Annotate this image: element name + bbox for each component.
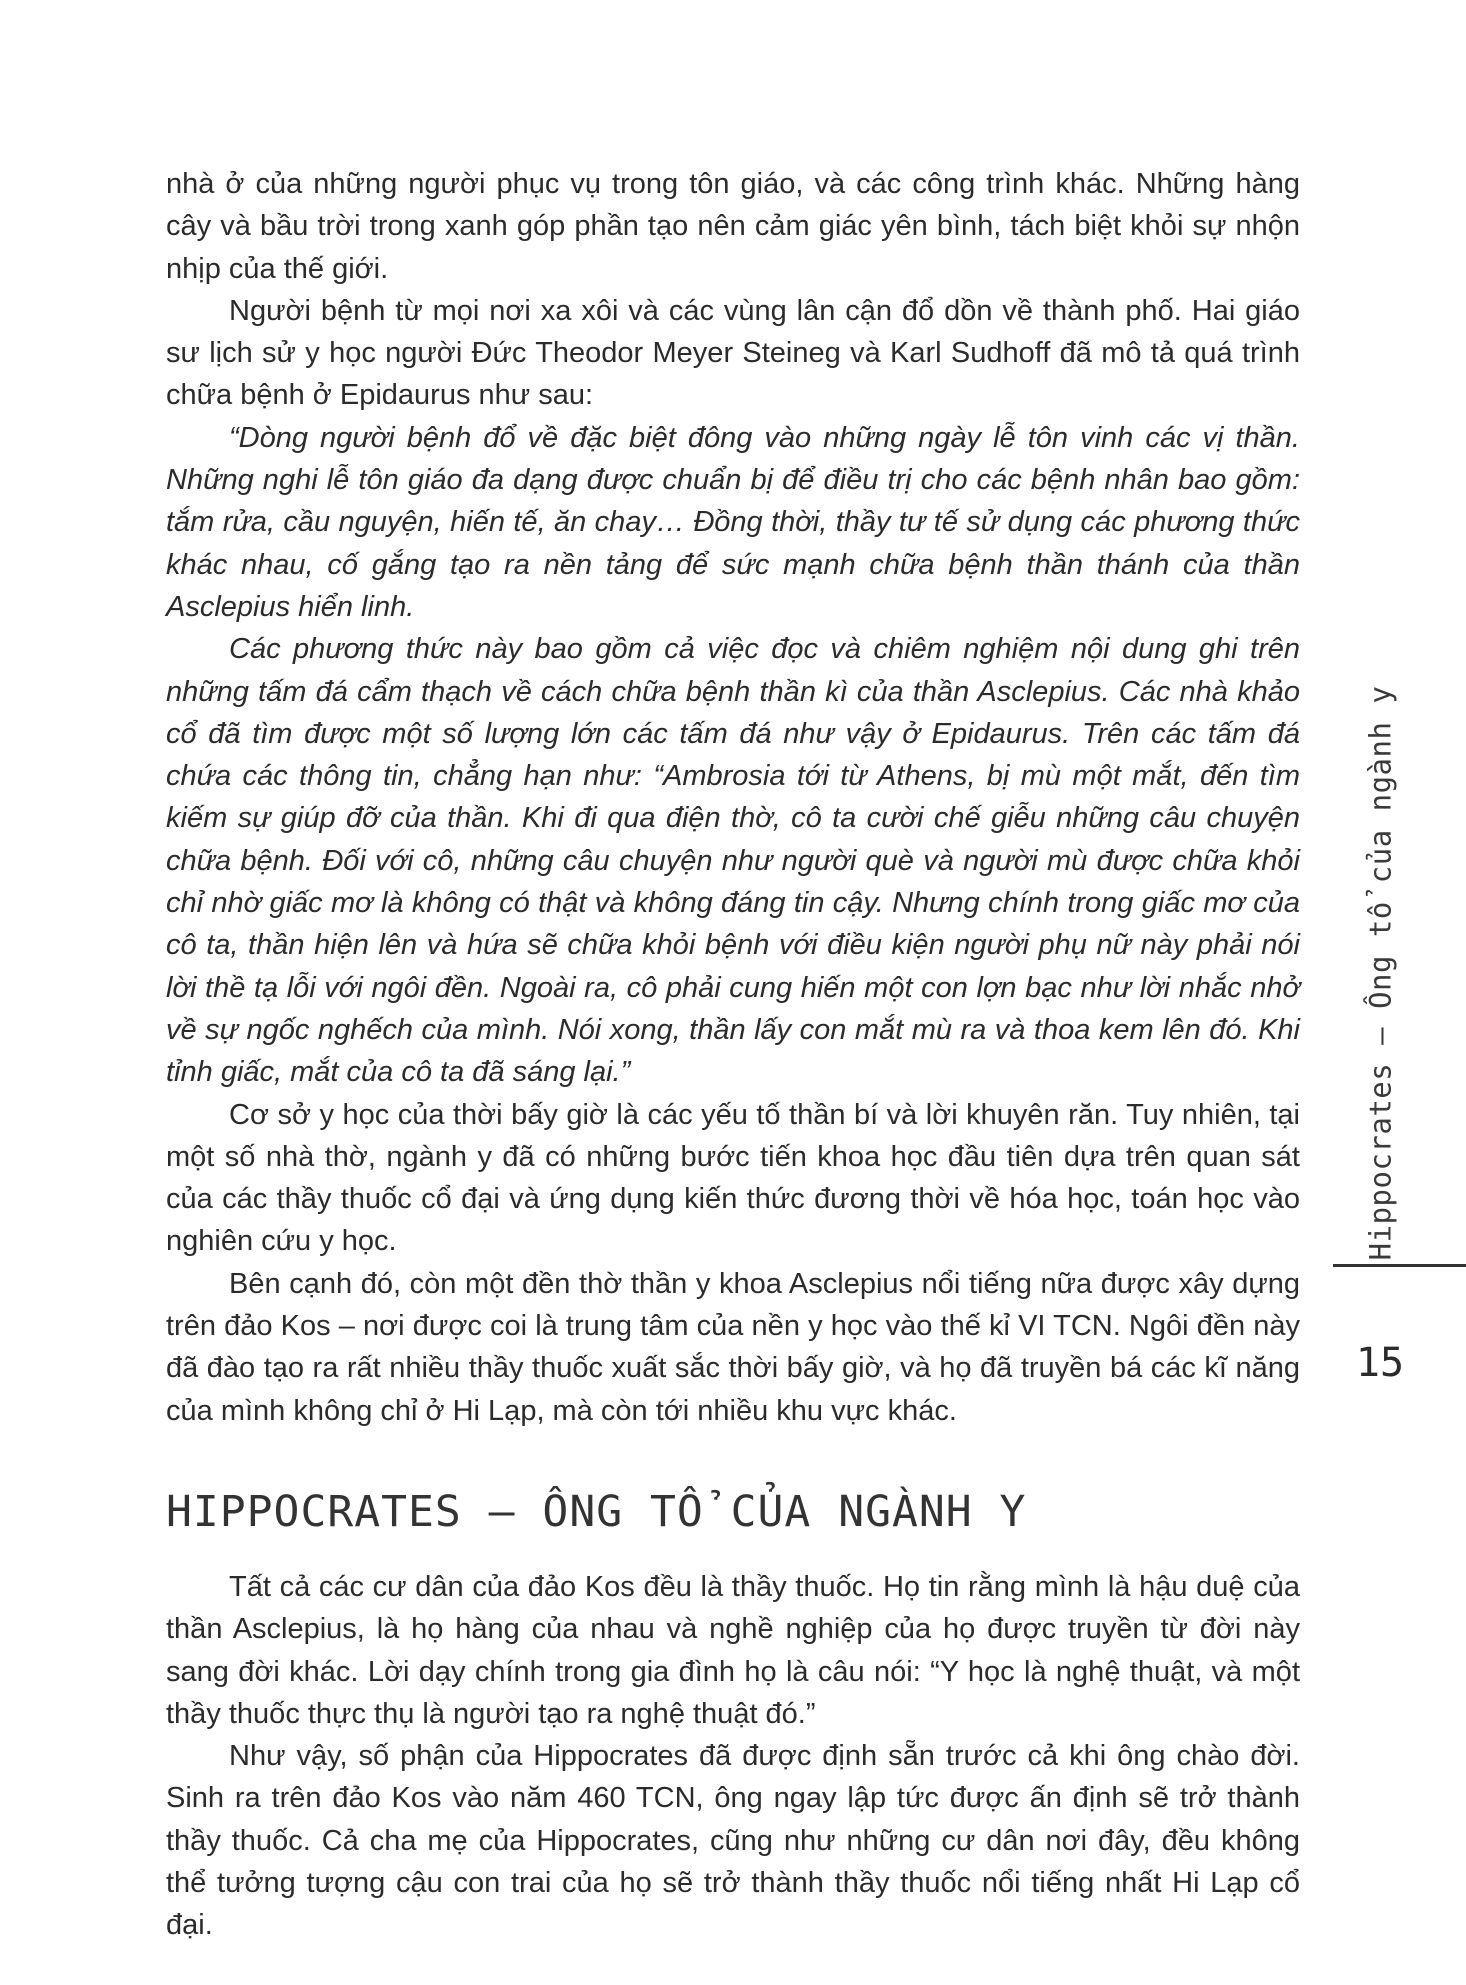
running-head — [1333, 685, 1427, 1261]
quote-paragraph-ambrosia: Các phương thức này bao gồm cả việc đọc và chiêm nghiệm nội dung ghi trên những tấm đá cẩm thạch về cách chữa bệnh thần kì của thần Asclepius. Các nhà khảo cổ đã tìm được một số lượng lớn các tấm đá như vậy ở Epidaurus. Trên các tấm đá chứa các thông tin, chẳng hạn như: “Ambrosia tới từ Athens, bị mù một mắt, đến tìm kiếm sự giúp đỡ của thần. Khi đi qua điện thờ, cô ta cười chế giễu những câu chuyện chữa bệnh. Đối với cô, những câu chuyện như người què và người mù được chữa khỏi chỉ nhờ giấc mơ là không có thật và không đáng tin cậy. Nhưng chính trong giấc mơ của cô ta, thần hiện lên và hứa sẽ chữa khỏi bệnh với điều kiện người phụ nữ này phải nói lời thề tạ lỗi với ngôi đền. Ngoài ra, cô phải cung hiến một con lợn bạc như lời nhắc nhở về sự ngốc nghếch của mình. Nói xong, thần lấy con mắt mù ra và thoa kem lên đó. Khi tỉnh giấc, mắt của cô ta đã sáng lại.” — [166, 633, 1300, 1089]
paragraph-medical-basis: Cơ sở y học của thời bấy giờ là các yếu tố thần bí và lời khuyên răn. Tuy nhiên, tại một số nhà thờ, ngành y đã có những bước tiến khoa học đầu tiên dựa trên quan sát của các thầy thuốc cổ đại và ứng dụng kiến thức đương thời về hóa học, toán học vào nghiên cứu y học. — [166, 1098, 1300, 1258]
page-number: 15 — [1355, 1340, 1405, 1386]
paragraph-kos-residents: Tất cả các cư dân của đảo Kos đều là thầy thuốc. Họ tin rằng mình là hậu duệ của thần Asclepius, là họ hàng của nhau và nghề nghiệp của họ được truyền từ đời này sang đời khác. Lời dạy chính trong gia đình họ là câu nói: “Y học là nghệ thuật, và một thầy thuốc thực thụ là người tạo ra nghệ thuật đó.” — [166, 1570, 1300, 1730]
section-heading: HIPPOCRATES – ÔNG TỔ CỦA NGÀNH Y — [166, 1486, 1027, 1537]
margin-rule-divider — [1333, 1264, 1466, 1267]
paragraph-kos-temple: Bên cạnh đó, còn một đền thờ thần y khoa Asclepius nổi tiếng nữa được xây dựng trên đảo Kos – nơi được coi là trung tâm của nền y học vào thế kỉ VI TCN. Ngôi đền này đã đào tạo ra rất nhiều thầy thuốc xuất sắc thời bấy giờ, và họ đã truyền bá các kĩ năng của mình không chỉ ở Hi Lạp, mà còn tới nhiều khu vực khác. — [166, 1267, 1300, 1427]
quote-paragraph-rituals: “Dòng người bệnh đổ về đặc biệt đông vào những ngày lễ tôn vinh các vị thần. Những nghi lễ tôn giáo đa dạng được chuẩn bị để điều trị cho các bệnh nhân bao gồm: tắm rửa, cầu nguyện, hiến tế, ăn chay… Đồng thời, thầy tư tế sử dụng các phương thức khác nhau, cố gắng tạo ra nền tảng để sức mạnh chữa bệnh thần thánh của thần Asclepius hiển linh. — [166, 421, 1300, 623]
main-text-column — [166, 163, 1300, 1947]
paragraph-patients: Người bệnh từ mọi nơi xa xôi và các vùng lân cận đổ dồn về thành phố. Hai giáo sư lịch sử y học người Đức Theodor Meyer Steineg và Karl Sudhoff đã mô tả quá trình chữa bệnh ở Epidaurus như sau: — [166, 294, 1300, 412]
paragraph-hippocrates-birth: Như vậy, số phận của Hippocrates đã được định sẵn trước cả khi ông chào đời. Sinh ra trên đảo Kos vào năm 460 TCN, ông ngay lập tức được ấn định sẽ trở thành thầy thuốc. Cả cha mẹ của Hippocrates, cũng như những cư dân nơi đây, đều không thể tưởng tượng cậu con trai của họ sẽ trở thành thầy thuốc nổi tiếng nhất Hi Lạp cổ đại. — [166, 1740, 1300, 1942]
running-head-text: Hippocrates – Ông tổ của ngành y — [1363, 685, 1398, 1261]
paragraph-continuation: nhà ở của những người phục vụ trong tôn giáo, và các công trình khác. Những hàng cây và bầu trời trong xanh góp phần tạo nên cảm giác yên bình, tách biệt khỏi sự nhộn nhịp của thế giới. — [166, 168, 1300, 285]
